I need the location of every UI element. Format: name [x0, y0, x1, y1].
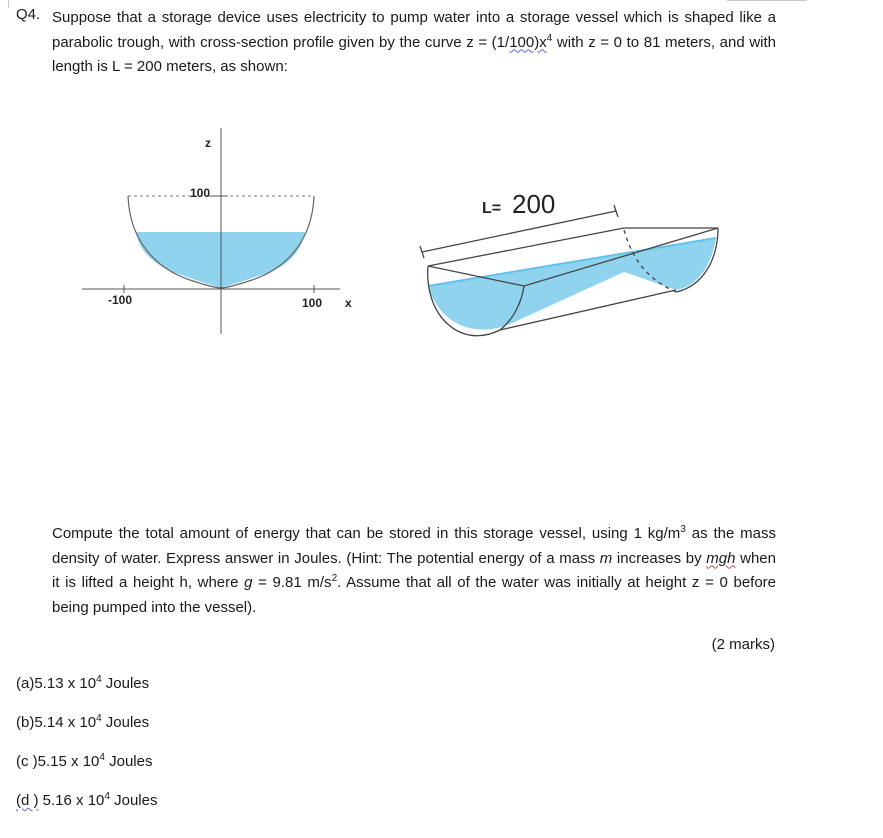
- option-unit: Joules: [101, 714, 150, 731]
- option-value: 5.13 x 10: [34, 675, 97, 692]
- compute-paragraph: [52, 522, 776, 620]
- question-intro: [52, 6, 776, 80]
- question-number: Q4.: [16, 6, 41, 23]
- compute-exponent: 2: [331, 573, 338, 584]
- z-axis-label: z: [205, 136, 211, 150]
- compute-text: = 9.81 m/s: [252, 574, 332, 591]
- compute-text: when it is lifted a height h, where: [52, 549, 776, 591]
- trough-figure: [420, 189, 718, 336]
- mgh-symbol: mgh: [706, 549, 736, 567]
- option-value: 5.16 x 10: [38, 792, 105, 809]
- marks-label: (2 marks): [711, 636, 775, 653]
- option-exponent: 4: [96, 713, 102, 724]
- intro-underlined: 100)x: [509, 33, 547, 51]
- option-c[interactable]: [16, 753, 152, 770]
- option-exponent: 4: [99, 752, 105, 763]
- option-d[interactable]: [16, 792, 157, 809]
- compute-exponent: 3: [680, 524, 686, 535]
- intro-text-cont: with z = 0 to 81 meters, and with length is L = 200 meters, as shown:: [52, 33, 776, 75]
- length-label-value: 200: [512, 189, 556, 219]
- option-value: 5.14 x 10: [34, 714, 97, 731]
- intro-exponent: 4: [546, 32, 553, 44]
- compute-text: increases by: [612, 549, 707, 567]
- z-tick-label: 100: [190, 186, 211, 200]
- x-tick-label-neg: -100: [108, 293, 133, 307]
- compute-text: Compute the total amount of energy that can be stored in this storage vessel, using 1 kg/m: [52, 525, 681, 542]
- page-corner-mark: [8, 0, 9, 8]
- option-value: 5.15 x 10: [37, 753, 100, 770]
- compute-text: as the mass density of water. Express answer in Joules. (Hint: The potential energy of a mass: [52, 525, 776, 567]
- option-unit: Joules: [104, 753, 153, 770]
- x-axis-label: x: [345, 296, 352, 310]
- option-unit: Joules: [109, 792, 158, 809]
- page-corner-mark: [727, 0, 807, 1]
- intro-text: Suppose that a storage device uses electricity to pump water into a storage vessel which is shaped like a parabolic trough, with cross-section profile given by the curve z = (1/: [52, 9, 776, 51]
- option-prefix: (c ): [16, 753, 38, 770]
- option-a[interactable]: [16, 675, 149, 692]
- option-unit: Joules: [101, 675, 150, 692]
- option-exponent: 4: [96, 674, 102, 685]
- option-prefix: (a): [16, 675, 35, 692]
- option-prefix: (d ): [16, 792, 39, 809]
- option-prefix: (b): [16, 714, 35, 731]
- diagram: [0, 110, 883, 370]
- cross-section-figure: [82, 128, 352, 334]
- option-exponent: 4: [104, 791, 110, 802]
- option-b[interactable]: [16, 714, 149, 731]
- length-label-prefix: L=: [482, 200, 502, 217]
- water-body: [428, 238, 716, 330]
- g-symbol: g: [244, 574, 253, 591]
- x-tick-label-pos: 100: [302, 296, 323, 310]
- compute-text: . Assume that all of the water was initially at height z = 0 before being pumped into the vessel).: [52, 574, 777, 616]
- mass-symbol: m: [599, 549, 613, 567]
